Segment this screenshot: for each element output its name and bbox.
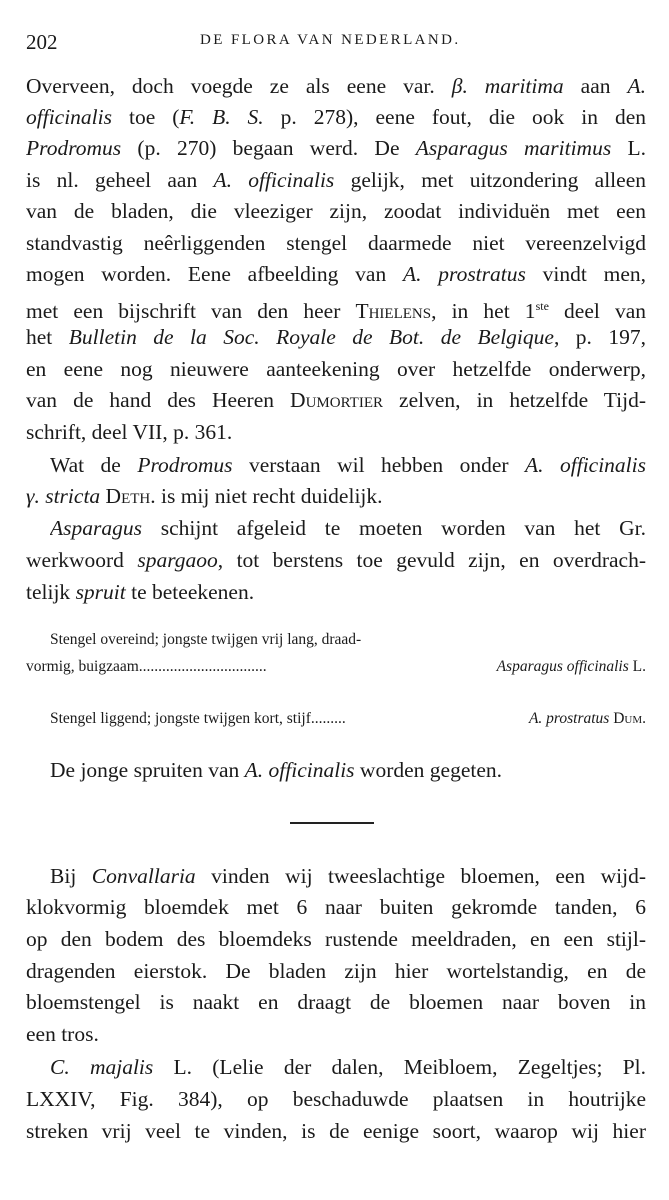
text-line: van de hand des Heeren Dumortier zelven, in hetzelfde Tijd- — [26, 388, 646, 412]
text-line: officinalis toe (F. B. S. p. 278), eene fout, die ook in den — [26, 105, 646, 129]
text-line: De jonge spruiten van A. officinalis worden gegeten. — [50, 758, 503, 782]
page-number: 202 — [26, 30, 58, 54]
key-line: vormig, buigzaam................................. Asparagus officinalis L. — [26, 658, 646, 675]
text-line: telijk spruit te beteekenen. — [26, 580, 255, 604]
text-line: en eene nog nieuwere aanteekening over hetzelfde onderwerp, — [26, 357, 646, 381]
text-line: van de bladen, die vleeziger zijn, zoodat individuën met een — [26, 199, 646, 223]
text-line: is nl. geheel aan A. officinalis gelijk, met uitzondering alleen — [26, 168, 646, 192]
running-title: DE FLORA VAN NEDERLAND. — [200, 32, 461, 48]
text-line: bloemstengel is naakt en draagt de bloemen naar boven in — [26, 990, 646, 1014]
text-line: op den bodem des bloemdeks rustende meeldraden, en een stijl- — [26, 927, 646, 951]
text-line: werkwoord spargaoo, tot berstens toe gevuld zijn, en overdrach- — [26, 548, 646, 572]
key-line: Stengel overeind; jongste twijgen vrij lang, draad- — [50, 631, 362, 648]
text-line: klokvormig bloemdek met 6 naar buiten gekromde tanden, 6 — [26, 895, 646, 919]
text-line: met een bijschrift van den heer Thielens, in het 1ste deel van — [26, 299, 646, 324]
text-line: streken vrij veel te vinden, is de eenige soort, waarop wij hier — [26, 1119, 646, 1143]
text-line: het Bulletin de la Soc. Royale de Bot. de Belgique, p. 197, — [26, 325, 646, 349]
text-line: Bij Convallaria vinden wij tweeslachtige bloemen, een wijd- — [50, 864, 646, 888]
text-line: dragenden eierstok. De bladen zijn hier wortelstandig, en de — [26, 959, 646, 983]
text-line: Asparagus schijnt afgeleid te moeten worden van het Gr. — [50, 516, 646, 540]
text-line: C. majalis L. (Lelie der dalen, Meibloem, Zegeltjes; Pl. — [50, 1055, 646, 1079]
text-line: standvastig neêrliggenden stengel daarmede niet vereenzelvigd — [26, 231, 646, 255]
text-line: Wat de Prodromus verstaan wil hebben onder A. officinalis — [50, 453, 646, 477]
page-header — [26, 20, 646, 60]
text-line: Overveen, doch voegde ze als eene var. β. maritima aan A. — [26, 74, 646, 98]
key-line: Stengel liggend; jongste twijgen kort, stijf......... A. prostratus Dum. — [50, 710, 646, 727]
text-line: een tros. — [26, 1022, 99, 1046]
text-line: schrift, deel VII, p. 361. — [26, 420, 233, 444]
section-separator — [290, 822, 374, 824]
text-line: γ. stricta Deth. is mij niet recht duidelijk. — [26, 484, 383, 508]
text-line: mogen worden. Eene afbeelding van A. prostratus vindt men, — [26, 262, 646, 286]
text-line: Prodromus (p. 270) begaan werd. De Asparagus maritimus L. — [26, 136, 646, 160]
text-line: LXXIV, Fig. 384), op beschaduwde plaatsen in houtrijke — [26, 1087, 646, 1111]
